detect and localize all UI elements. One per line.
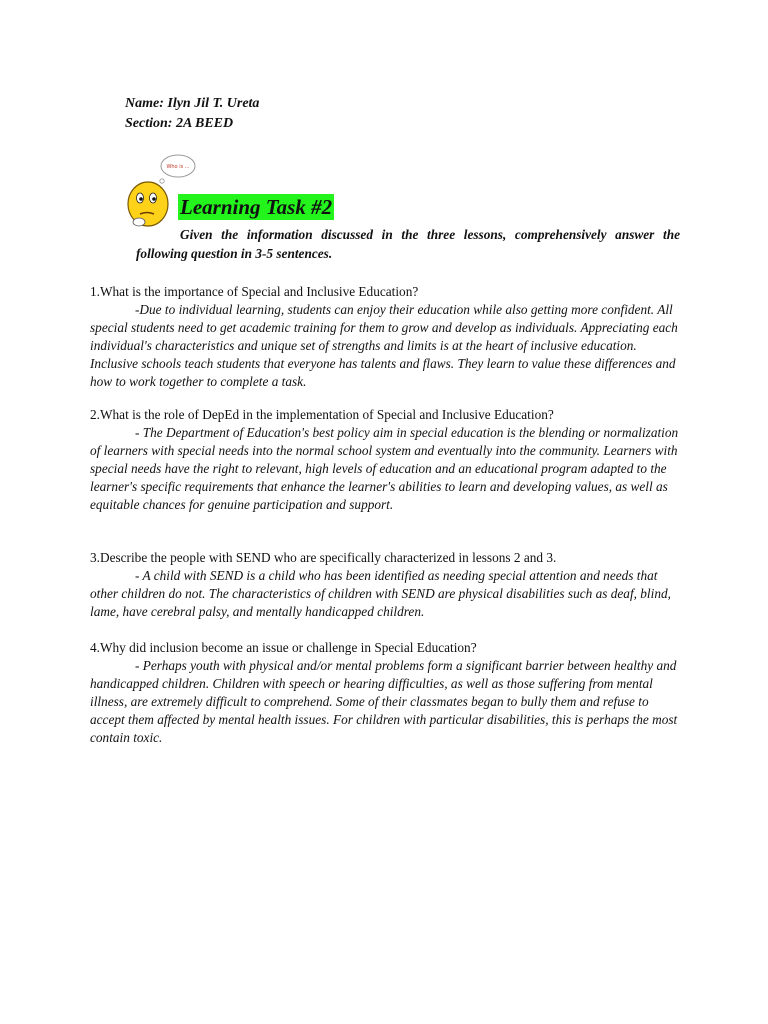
question-block-3 xyxy=(90,549,680,621)
question-block-1 xyxy=(90,283,680,391)
answer-1: -Due to individual learning, students can enjoy their education while also getting more confident. All special students need to get academic training for them to grow and develop as individuals. Appreciating each individual's characteristics and unique set of strengths and limits is at the heart of inclusive education. Inclusive schools teach students that everyone has talents and flaws. They learn to value these differences and how to work together to complete a task. xyxy=(90,302,678,389)
answer-2: - The Department of Education's best policy aim in special education is the blending or normalization of learners with special needs into the normal school system and eventually into the community. Learners with special needs have the right to relevant, high levels of education and an educational program adapted to the learner's specific requirements that enhance the learner's abilities to learn and developing values, as well as equitable chances for genuine participation and support. xyxy=(90,425,679,512)
answer-4: - Perhaps youth with physical and/or mental problems form a significant barrier between healthy and handicapped children. Children with speech or hearing difficulties, as well as those suffering from mental illness, are extremely difficult to comprehend. Some of their classmates began to bully them and refuse to accept them affected by mental health issues. For children with particular disabilities, this is perhaps the most contain toxic. xyxy=(90,658,678,745)
student-section: Section: 2A BEED xyxy=(125,116,234,131)
question-1: 1.What is the importance of Special and Inclusive Education? xyxy=(90,284,419,299)
student-name: Name: Ilyn Jil T. Ureta xyxy=(125,96,260,111)
learning-task-title: Learning Task #2 xyxy=(180,195,333,219)
question-3: 3.Describe the people with SEND who are specifically characterized in lessons 2 and 3. xyxy=(90,550,557,565)
question-4: 4.Why did inclusion become an issue or challenge in Special Education? xyxy=(90,640,477,655)
answer-3: - A child with SEND is a child who has been identified as needing special attention and needs that other children do not. The characteristics of children with SEND are physical disabilities such as deaf, blind, lame, have cerebral palsy, and mentally handicapped children. xyxy=(90,568,671,619)
question-block-4 xyxy=(90,639,680,747)
question-2: 2.What is the role of DepEd in the implementation of Special and Inclusive Education? xyxy=(90,407,554,422)
student-header xyxy=(125,94,259,134)
task-instructions: Given the information discussed in the three lessons, comprehensively answer the following question in 3-5 sentences. xyxy=(136,227,680,261)
question-block-2 xyxy=(90,406,680,514)
bubble-text: Who is ... xyxy=(166,164,190,170)
thinking-smiley-icon xyxy=(126,152,196,232)
